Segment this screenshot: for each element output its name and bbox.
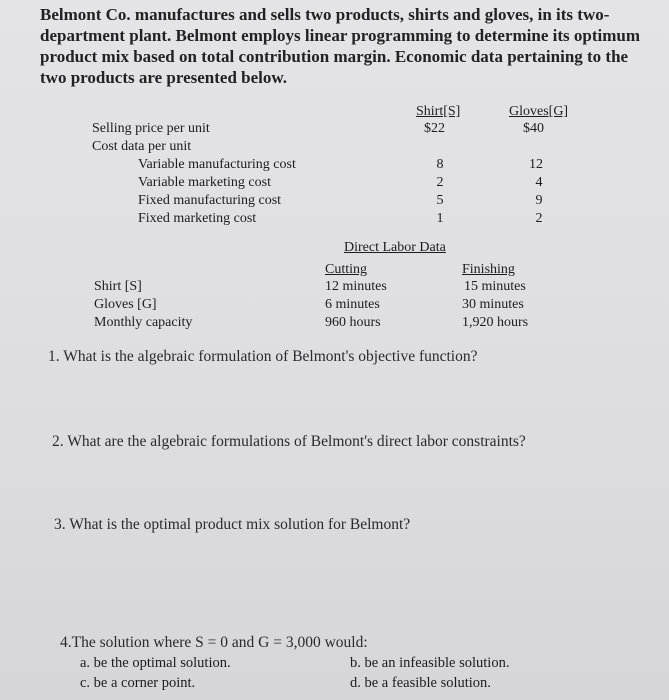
labor-row-label: Gloves [G]	[94, 297, 157, 312]
labor-row-finishing: 15 minutes	[464, 279, 526, 294]
labor-row-cutting: 12 minutes	[325, 279, 387, 294]
intro-line: Belmont Co. manufactures and sells two products, shirts and gloves, in its two-	[40, 5, 610, 24]
labor-row-finishing: 30 minutes	[462, 297, 524, 312]
cost-row-label: Variable marketing cost	[138, 175, 271, 190]
cost-row-shirt: 8	[436, 157, 444, 172]
cost-row-gloves: 2	[535, 211, 543, 226]
intro-line: department plant. Belmont employs linear programming to determine its optimum	[40, 26, 640, 45]
col-header-finishing: Finishing	[462, 262, 515, 277]
intro-line: product mix based on total contribution margin. Economic data pertaining to the	[40, 47, 629, 66]
labor-row-cutting: 960 hours	[325, 315, 381, 330]
cost-row-label: Fixed marketing cost	[138, 211, 257, 226]
option-c: c. be a corner point.	[80, 675, 196, 691]
cost-row-shirt: 2	[436, 175, 444, 190]
cost-row-shirt: 1	[436, 211, 444, 226]
labor-row-finishing: 1,920 hours	[462, 315, 529, 330]
question-3: 3. What is the optimal product mix solution for Belmont?	[54, 516, 411, 533]
labor-row-label: Monthly capacity	[94, 315, 193, 330]
question-1: 1. What is the algebraic formulation of Belmont's objective function?	[48, 348, 478, 365]
cost-row-gloves: 4	[535, 175, 543, 190]
option-a: a. be the optimal solution.	[80, 655, 231, 671]
selling-price-label: Selling price per unit	[92, 121, 210, 136]
labor-row-label: Shirt [S]	[94, 279, 142, 294]
labor-row-cutting: 6 minutes	[325, 297, 380, 312]
intro-paragraph	[40, 4, 660, 88]
option-d: d. be a feasible solution.	[350, 675, 491, 691]
option-b: b. be an infeasible solution.	[350, 655, 510, 671]
question-4: 4.The solution where S = 0 and G = 3,000 would:	[60, 634, 368, 651]
cost-row-shirt: 5	[436, 193, 444, 208]
selling-price-shirt: $22	[424, 121, 445, 136]
col-header-cutting: Cutting	[325, 262, 368, 277]
cost-row-label: Variable manufacturing cost	[138, 157, 296, 172]
direct-labor-title: Direct Labor Data	[344, 240, 446, 255]
cost-data-header: Cost data per unit	[92, 139, 192, 154]
cost-row-label: Fixed manufacturing cost	[138, 193, 282, 208]
cost-row-gloves: 9	[535, 193, 543, 208]
question-2: 2. What are the algebraic formulations of Belmont's direct labor constraints?	[52, 433, 526, 450]
col-header-shirt: Shirt[S]	[416, 104, 461, 119]
selling-price-gloves: $40	[523, 121, 544, 136]
intro-line: two products are presented below.	[40, 68, 287, 87]
cost-row-gloves: 12	[529, 157, 543, 172]
col-header-gloves: Gloves[G]	[509, 104, 569, 119]
